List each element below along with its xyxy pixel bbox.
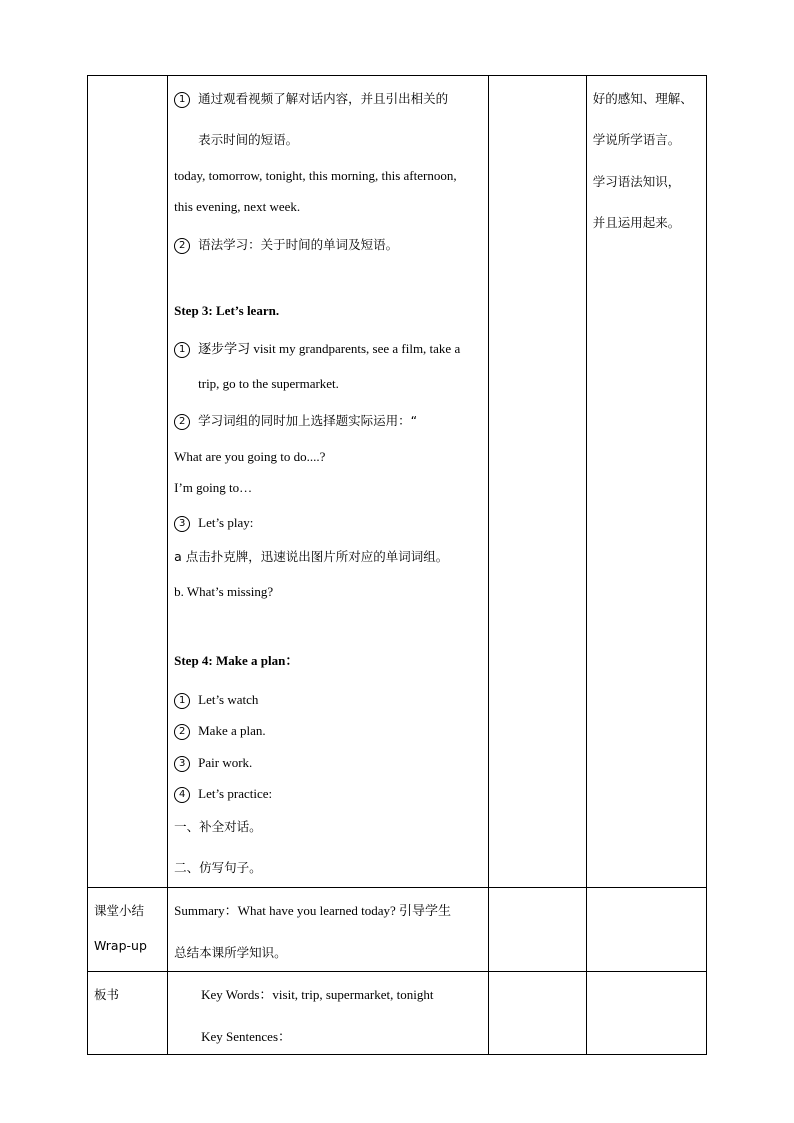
purpose-line2: 学说所学语言。 — [592, 132, 681, 147]
s3-item2: 2 学习词组的同时加上选择题实际运用：“ — [174, 413, 417, 430]
s4-item-3: 3 Pair work. — [174, 755, 252, 772]
s3-item1-line1: 1 逐步学习 visit my grandparents, see a film, take a — [174, 341, 460, 358]
item1-line1: 1 通过观看视频了解对话内容，并且引出相关的 — [174, 91, 448, 108]
board-label-cell — [88, 972, 168, 1055]
item2: 2 语法学习：关于时间的单词及短语。 — [174, 237, 398, 254]
circled-number: 3 — [174, 756, 190, 772]
summary-col4-cell — [586, 888, 706, 972]
purpose-line1: 好的感知、理解、 — [592, 91, 693, 106]
summary-label-cell — [88, 888, 168, 972]
s3-play-a: a 点击扑克牌，迅速说出图片所对应的单词词组。 — [174, 549, 449, 564]
board-content-cell — [168, 972, 489, 1055]
lesson-plan-table — [87, 75, 707, 1055]
circled-number: 2 — [174, 414, 190, 430]
step4-title: Step 4: Make a plan： — [174, 653, 299, 668]
summary-col3-cell — [488, 888, 586, 972]
s4-sub1: 一、补全对话。 — [174, 819, 262, 834]
phrases-line2: this evening, next week. — [174, 199, 301, 214]
phrases-line1: today, tomorrow, tonight, this morning, this afternoon, — [174, 168, 457, 183]
purpose-line3: 学习语法知识， — [592, 174, 681, 189]
circled-number: 3 — [174, 516, 190, 532]
key-sentences: Key Sentences： — [201, 1029, 292, 1044]
summary-line2: 总结本课所学知识。 — [174, 945, 287, 960]
s3-answer: I’m going to… — [174, 480, 253, 495]
board-col4-cell — [586, 972, 706, 1055]
key-words: Key Words：visit, trip, supermarket, tonight — [201, 987, 434, 1002]
s3-question: What are you going to do....? — [174, 449, 326, 464]
table-row-board — [88, 972, 707, 1055]
table-row-main — [88, 76, 707, 888]
circled-number: 1 — [174, 92, 190, 108]
s4-item-1: 1 Let’s watch — [174, 692, 258, 709]
circled-number: 2 — [174, 238, 190, 254]
s4-sub2: 二、仿写句子。 — [174, 860, 262, 875]
purpose-line4: 并且运用起来。 — [592, 215, 681, 230]
board-label: 板书 — [94, 987, 120, 1002]
summary-label-en: Wrap-up — [94, 938, 147, 953]
circled-number: 4 — [174, 787, 190, 803]
table-row-summary — [88, 888, 707, 972]
summary-label-zh: 课堂小结 — [94, 903, 145, 918]
circled-number: 2 — [174, 724, 190, 740]
main-col1-cell — [88, 76, 168, 888]
s4-item-4: 4 Let’s practice: — [174, 786, 272, 803]
summary-content-cell — [168, 888, 489, 972]
circled-number: 1 — [174, 693, 190, 709]
s3-item3: 3 Let’s play: — [174, 515, 253, 532]
summary-line1: Summary：What have you learned today? 引导学生 — [174, 903, 452, 918]
item1-line2: 表示时间的短语。 — [198, 132, 299, 147]
s3-item1-line2: trip, go to the supermarket. — [198, 376, 339, 391]
board-col3-cell — [488, 972, 586, 1055]
circled-number: 1 — [174, 342, 190, 358]
s4-item-2: 2 Make a plan. — [174, 723, 266, 740]
main-activity-cell — [168, 76, 489, 888]
main-col3-cell — [488, 76, 586, 888]
s3-play-b: b. What’s missing? — [174, 584, 274, 599]
step3-title: Step 3: Let’s learn. — [174, 303, 280, 318]
main-purpose-cell — [586, 76, 706, 888]
